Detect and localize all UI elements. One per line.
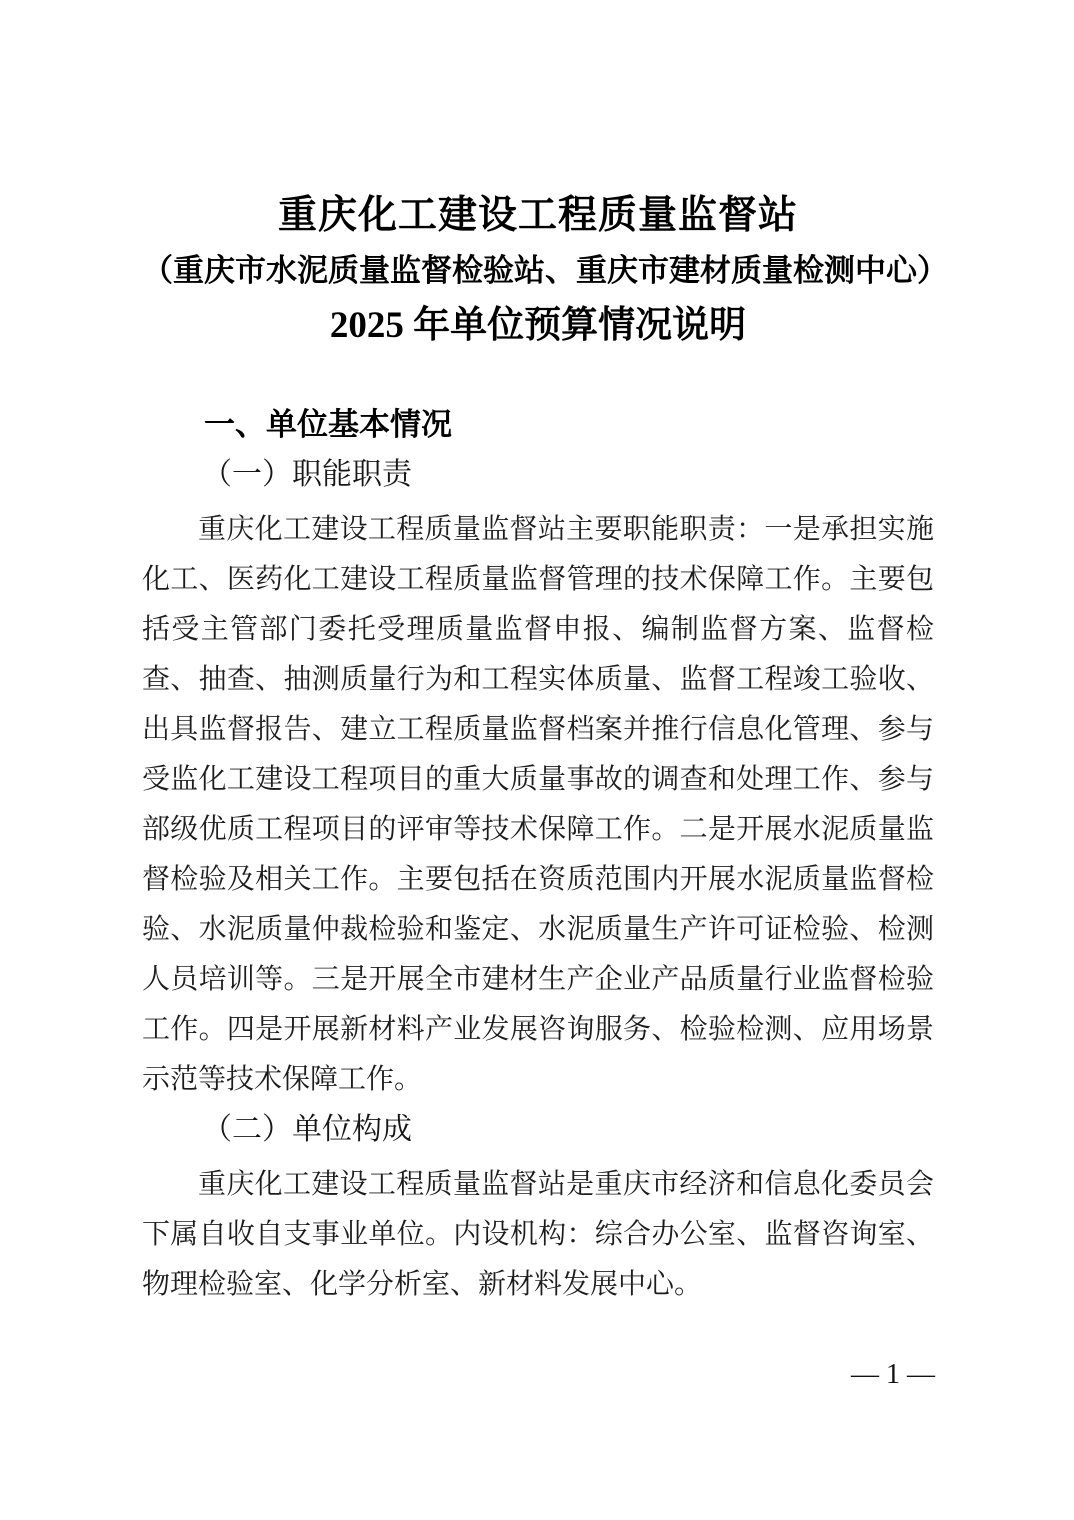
paragraph-duties: 重庆化工建设工程质量监督站主要职能职责：一是承担实施化工、医药化工建设工程质量监督管理的技术保障工作。主要包括受主管部门委托受理质量监督申报、编制监督方案、监督检查、抽查、抽测质量行为和工程实体质量、监督工程竣工验收、出具监督报告、建立工程质量监督档案并推行信息化管理、参与受监化工建设工程项目的重大质量事故的调查和处理工作、参与部级优质工程项目的评审等技术保障工作。二是开展水泥质量监督检验及相关工作。主要包括在资质范围内开展水泥质量监督检验、水泥质量仲裁检验和鉴定、水泥质量生产许可证检验、检测人员培训等。三是开展全市建材生产企业产品质量行业监督检验工作。四是开展新材料产业发展咨询服务、检验检测、应用场景示范等技术保障工作。 [142,514,934,1095]
page-footer [851,1352,935,1398]
title-line-budget-year: 2025 年单位预算情况说明 [329,305,747,346]
paragraph-composition: 重庆化工建设工程质量监督站是重庆市经济和信息化委员会下属自收自支事业单位。内设机构：综合办公室、监督咨询室、物理检验室、化学分析室、新材料发展中心。 [142,1169,934,1300]
section-basic-info [142,400,934,1310]
title-line-alias-names: （重庆市水泥质量监督检验站、重庆市建材质量检测中心） [142,253,948,288]
section-heading-basic-info: 一、单位基本情况 [204,407,452,442]
page-number: — 1 — [851,1359,935,1390]
document-content [142,0,948,1310]
title-line-unit-name: 重庆化工建设工程质量监督站 [277,194,798,237]
subsection-heading-composition: （二）单位构成 [202,1113,412,1146]
document-title [142,0,948,353]
subsection-heading-duties: （一）职能职责 [202,458,412,491]
